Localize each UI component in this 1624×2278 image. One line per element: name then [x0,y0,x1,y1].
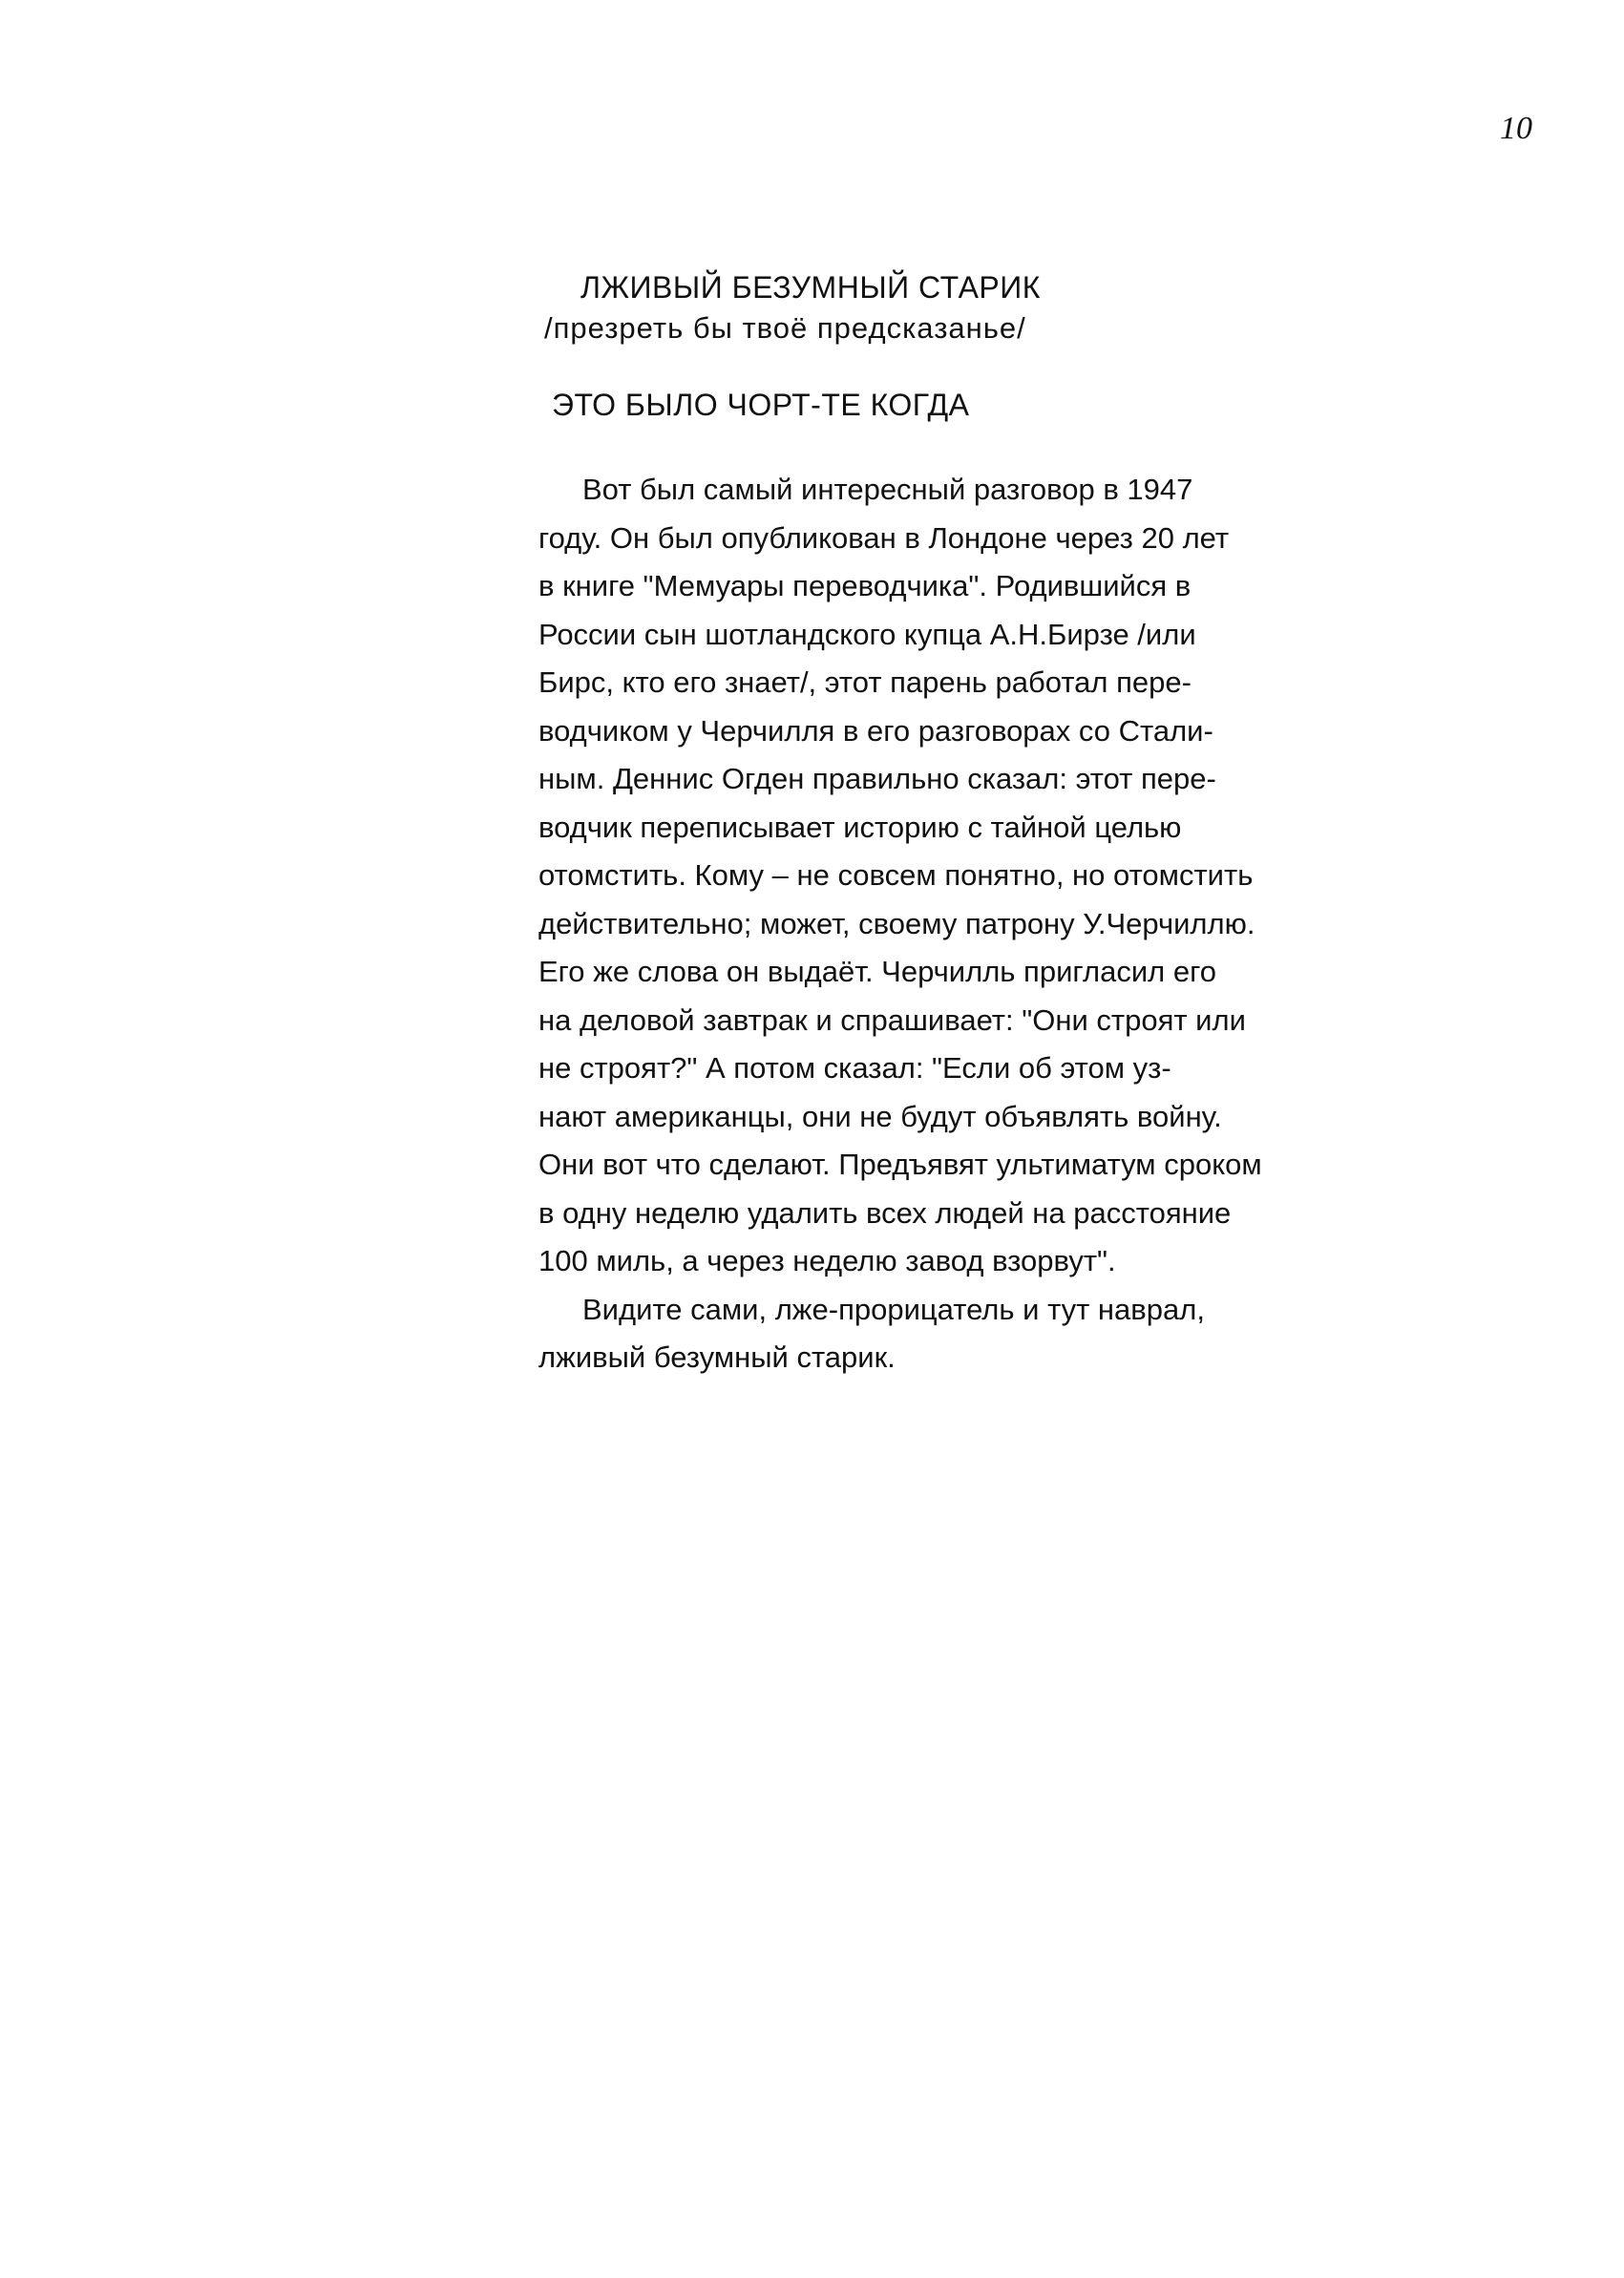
body-line: лживый безумный старик. [538,1340,896,1374]
page-number: 10 [1500,111,1532,146]
body-line: Они вот что сделают. Предъявят ультиматум сроком [538,1148,1262,1181]
page-subtitle: /презреть бы твоё предсказанье/ [544,311,1026,345]
body-line: не строят?" А потом сказал: "Если об этом уз- [538,1051,1171,1085]
body-text [538,466,1264,1382]
body-line: действительно; может, своему патрону У.Черчиллю. [538,906,1255,940]
body-line: в книге "Мемуары переводчика". Родившийся в [538,569,1192,602]
body-line: отомстить. Кому – не совсем понятно, но отомстить [538,858,1254,892]
body-line: Вот был самый интересный разговор в 1947 [582,473,1193,506]
body-line: Его же слова он выдаёт. Черчилль пригласил его [538,955,1216,988]
body-line: году. Он был опубликован в Лондоне через 20 лет [538,520,1230,555]
body-line: водчиком у Черчилля в его разговорах со Стали- [538,713,1213,748]
body-line: России сын шотландского купца А.Н.Бирзе /или [538,617,1196,651]
body-line: нают американцы, они не будут объявлять войну. [538,1099,1222,1133]
page-title: ЛЖИВЫЙ БЕЗУМНЫЙ СТАРИК [580,270,1041,305]
body-line: Бирс, кто его знает/, этот парень работал пере- [538,665,1192,699]
body-line: водчик переписывает историю с тайной целью [538,810,1182,844]
body-line: ным. Деннис Огден правильно сказал: этот пере- [538,762,1216,795]
body-line: в одну неделю удалить всех людей на расстояние [538,1195,1232,1230]
heading-block [544,267,1344,348]
body-line: 100 миль, а через неделю завод взорвут". [538,1244,1116,1277]
body-line: Видите сами, лже-прорицатель и тут наврал, [582,1292,1205,1326]
body-line: на деловой завтрак и спрашивает: "Они строят или [538,1002,1246,1037]
section-title: ЭТО БЫЛО ЧОРТ-ТЕ КОГДА [552,388,970,422]
